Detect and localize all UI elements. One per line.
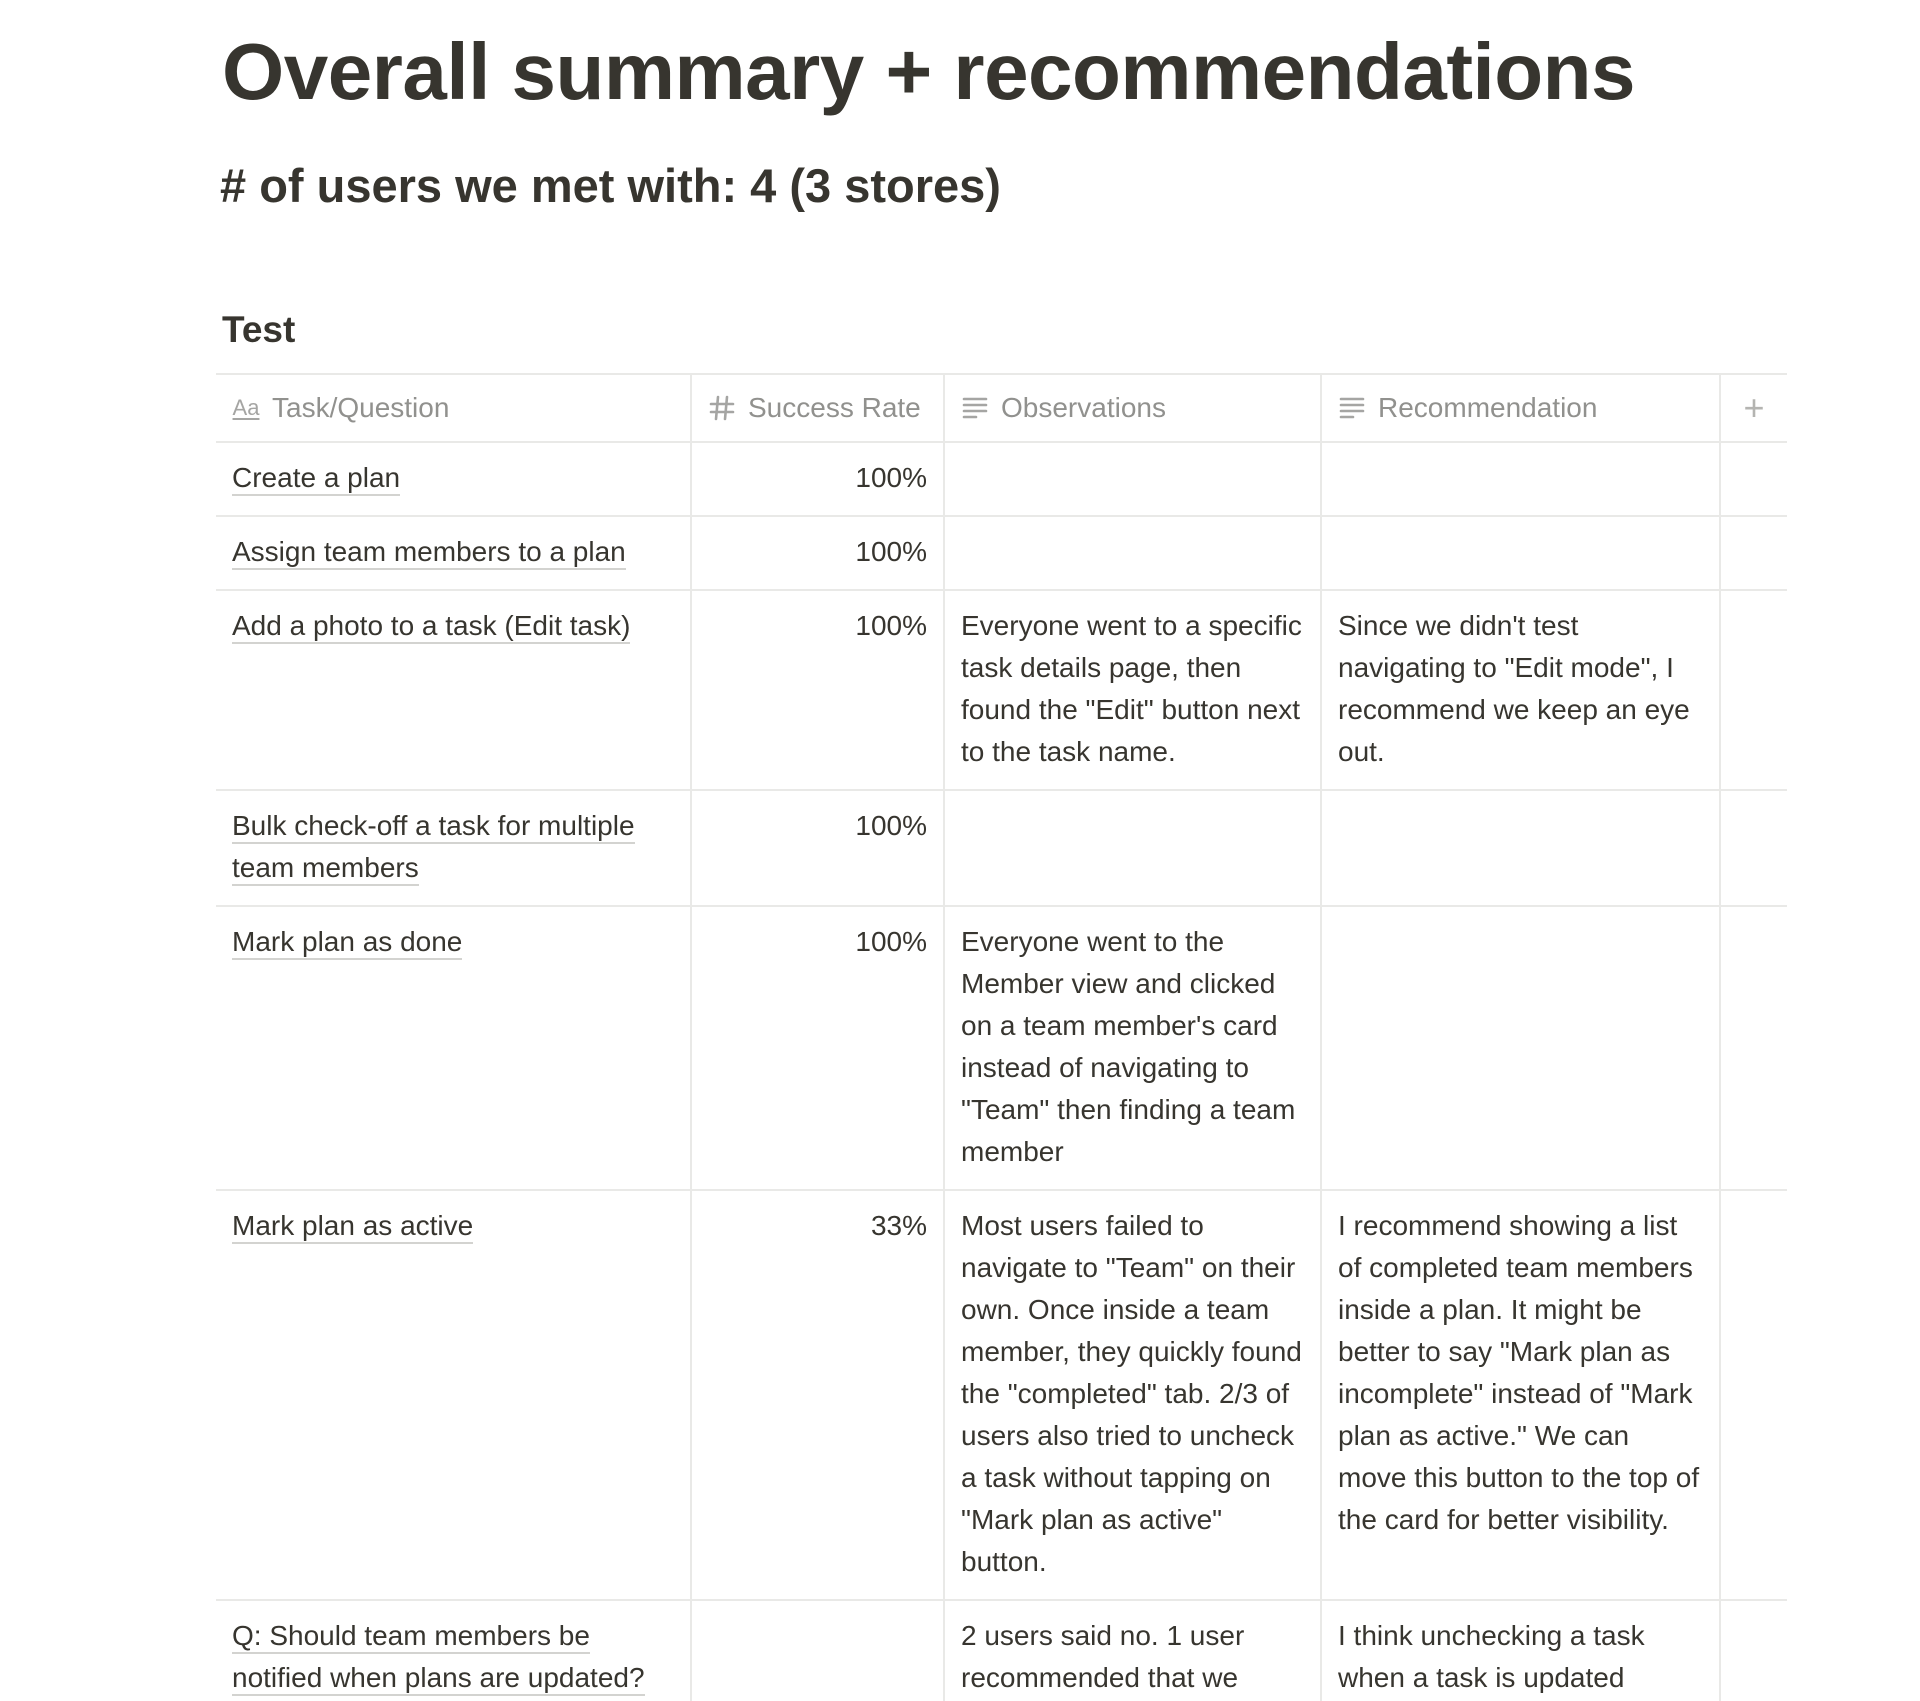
observations-cell[interactable]: Everyone went to a specific task details page, then found the "Edit" button next to the task name. <box>945 591 1322 789</box>
recommendation-cell[interactable]: Since we didn't test navigating to "Edit mode", I recommend we keep an eye out. <box>1322 591 1721 789</box>
number-hash-icon <box>708 394 736 422</box>
column-header-observations[interactable] <box>945 375 1322 441</box>
table-row[interactable] <box>216 907 1787 1191</box>
table-row[interactable] <box>216 1191 1787 1601</box>
recommendation-cell[interactable] <box>1322 791 1721 905</box>
success-rate-cell[interactable]: 100% <box>692 591 945 789</box>
empty-cell <box>1721 1601 1787 1701</box>
observations-cell[interactable] <box>945 443 1322 515</box>
text-title-icon: Aa <box>232 395 260 420</box>
table-row[interactable] <box>216 591 1787 791</box>
column-header-label: Recommendation <box>1378 392 1598 423</box>
observations-cell[interactable]: Most users failed to navigate to "Team" on their own. Once inside a team member, they quickly found the "completed" tab. 2/3 of users also tried to uncheck a task without tapping on "Mark plan as active" button. <box>945 1191 1322 1599</box>
users-met-heading[interactable]: # of users we met with: 4 (3 stores) <box>220 159 1001 212</box>
table-row[interactable] <box>216 517 1787 591</box>
column-header-label: Success Rate <box>748 392 921 423</box>
plus-icon: + <box>1743 387 1765 428</box>
table-header-row <box>216 375 1787 443</box>
table-row[interactable] <box>216 443 1787 517</box>
database-title[interactable]: Test <box>222 309 296 350</box>
text-lines-icon <box>1338 394 1366 422</box>
task-cell[interactable] <box>216 907 692 1189</box>
column-header-label: Observations <box>1001 392 1166 423</box>
task-title[interactable]: Assign team members to a plan <box>232 536 626 570</box>
column-header-task-question[interactable] <box>216 375 692 441</box>
add-column-button[interactable] <box>1721 375 1787 441</box>
table-row[interactable] <box>216 1601 1787 1701</box>
task-title[interactable]: Q: Should team members be notified when plans are updated? <box>232 1620 645 1696</box>
recommendation-cell[interactable] <box>1322 517 1721 589</box>
success-rate-cell[interactable]: 100% <box>692 907 945 1189</box>
recommendation-cell[interactable] <box>1322 443 1721 515</box>
observations-cell[interactable] <box>945 791 1322 905</box>
task-cell[interactable] <box>216 1601 692 1701</box>
table-row[interactable] <box>216 791 1787 907</box>
empty-cell <box>1721 443 1787 515</box>
empty-cell <box>1721 791 1787 905</box>
task-title[interactable]: Create a plan <box>232 462 400 496</box>
task-cell[interactable] <box>216 1191 692 1599</box>
task-title[interactable]: Add a photo to a task (Edit task) <box>232 610 630 644</box>
recommendation-cell[interactable]: I recommend showing a list of completed team members inside a plan. It might be better to say "Mark plan as incomplete" instead of "Mark plan as active." We can move this button to the top of the card for better visibility. <box>1322 1191 1721 1599</box>
task-title[interactable]: Bulk check-off a task for multiple team members <box>232 810 635 886</box>
observations-cell[interactable]: Everyone went to the Member view and clicked on a team member's card instead of navigating to "Team" then finding a team member <box>945 907 1322 1189</box>
observations-cell[interactable]: 2 users said no. 1 user recommended that we <box>945 1601 1322 1701</box>
task-title[interactable]: Mark plan as done <box>232 926 462 960</box>
task-cell[interactable] <box>216 791 692 905</box>
column-header-recommendation[interactable] <box>1322 375 1721 441</box>
task-cell[interactable] <box>216 517 692 589</box>
column-header-label: Task/Question <box>272 392 450 423</box>
success-rate-cell[interactable]: 100% <box>692 791 945 905</box>
recommendation-cell[interactable]: I think unchecking a task when a task is updated <box>1322 1601 1721 1701</box>
column-header-success-rate[interactable] <box>692 375 945 441</box>
task-title[interactable]: Mark plan as active <box>232 1210 473 1244</box>
text-lines-icon <box>961 394 989 422</box>
success-rate-cell[interactable]: 33% <box>692 1191 945 1599</box>
task-cell[interactable] <box>216 443 692 515</box>
page-title[interactable]: Overall summary + recommendations <box>222 27 1635 116</box>
test-database-table <box>216 373 1787 1701</box>
observations-cell[interactable] <box>945 517 1322 589</box>
empty-cell <box>1721 591 1787 789</box>
success-rate-cell[interactable] <box>692 1601 945 1701</box>
recommendation-cell[interactable] <box>1322 907 1721 1189</box>
empty-cell <box>1721 1191 1787 1599</box>
empty-cell <box>1721 907 1787 1189</box>
success-rate-cell[interactable]: 100% <box>692 517 945 589</box>
empty-cell <box>1721 517 1787 589</box>
success-rate-cell[interactable]: 100% <box>692 443 945 515</box>
task-cell[interactable] <box>216 591 692 789</box>
